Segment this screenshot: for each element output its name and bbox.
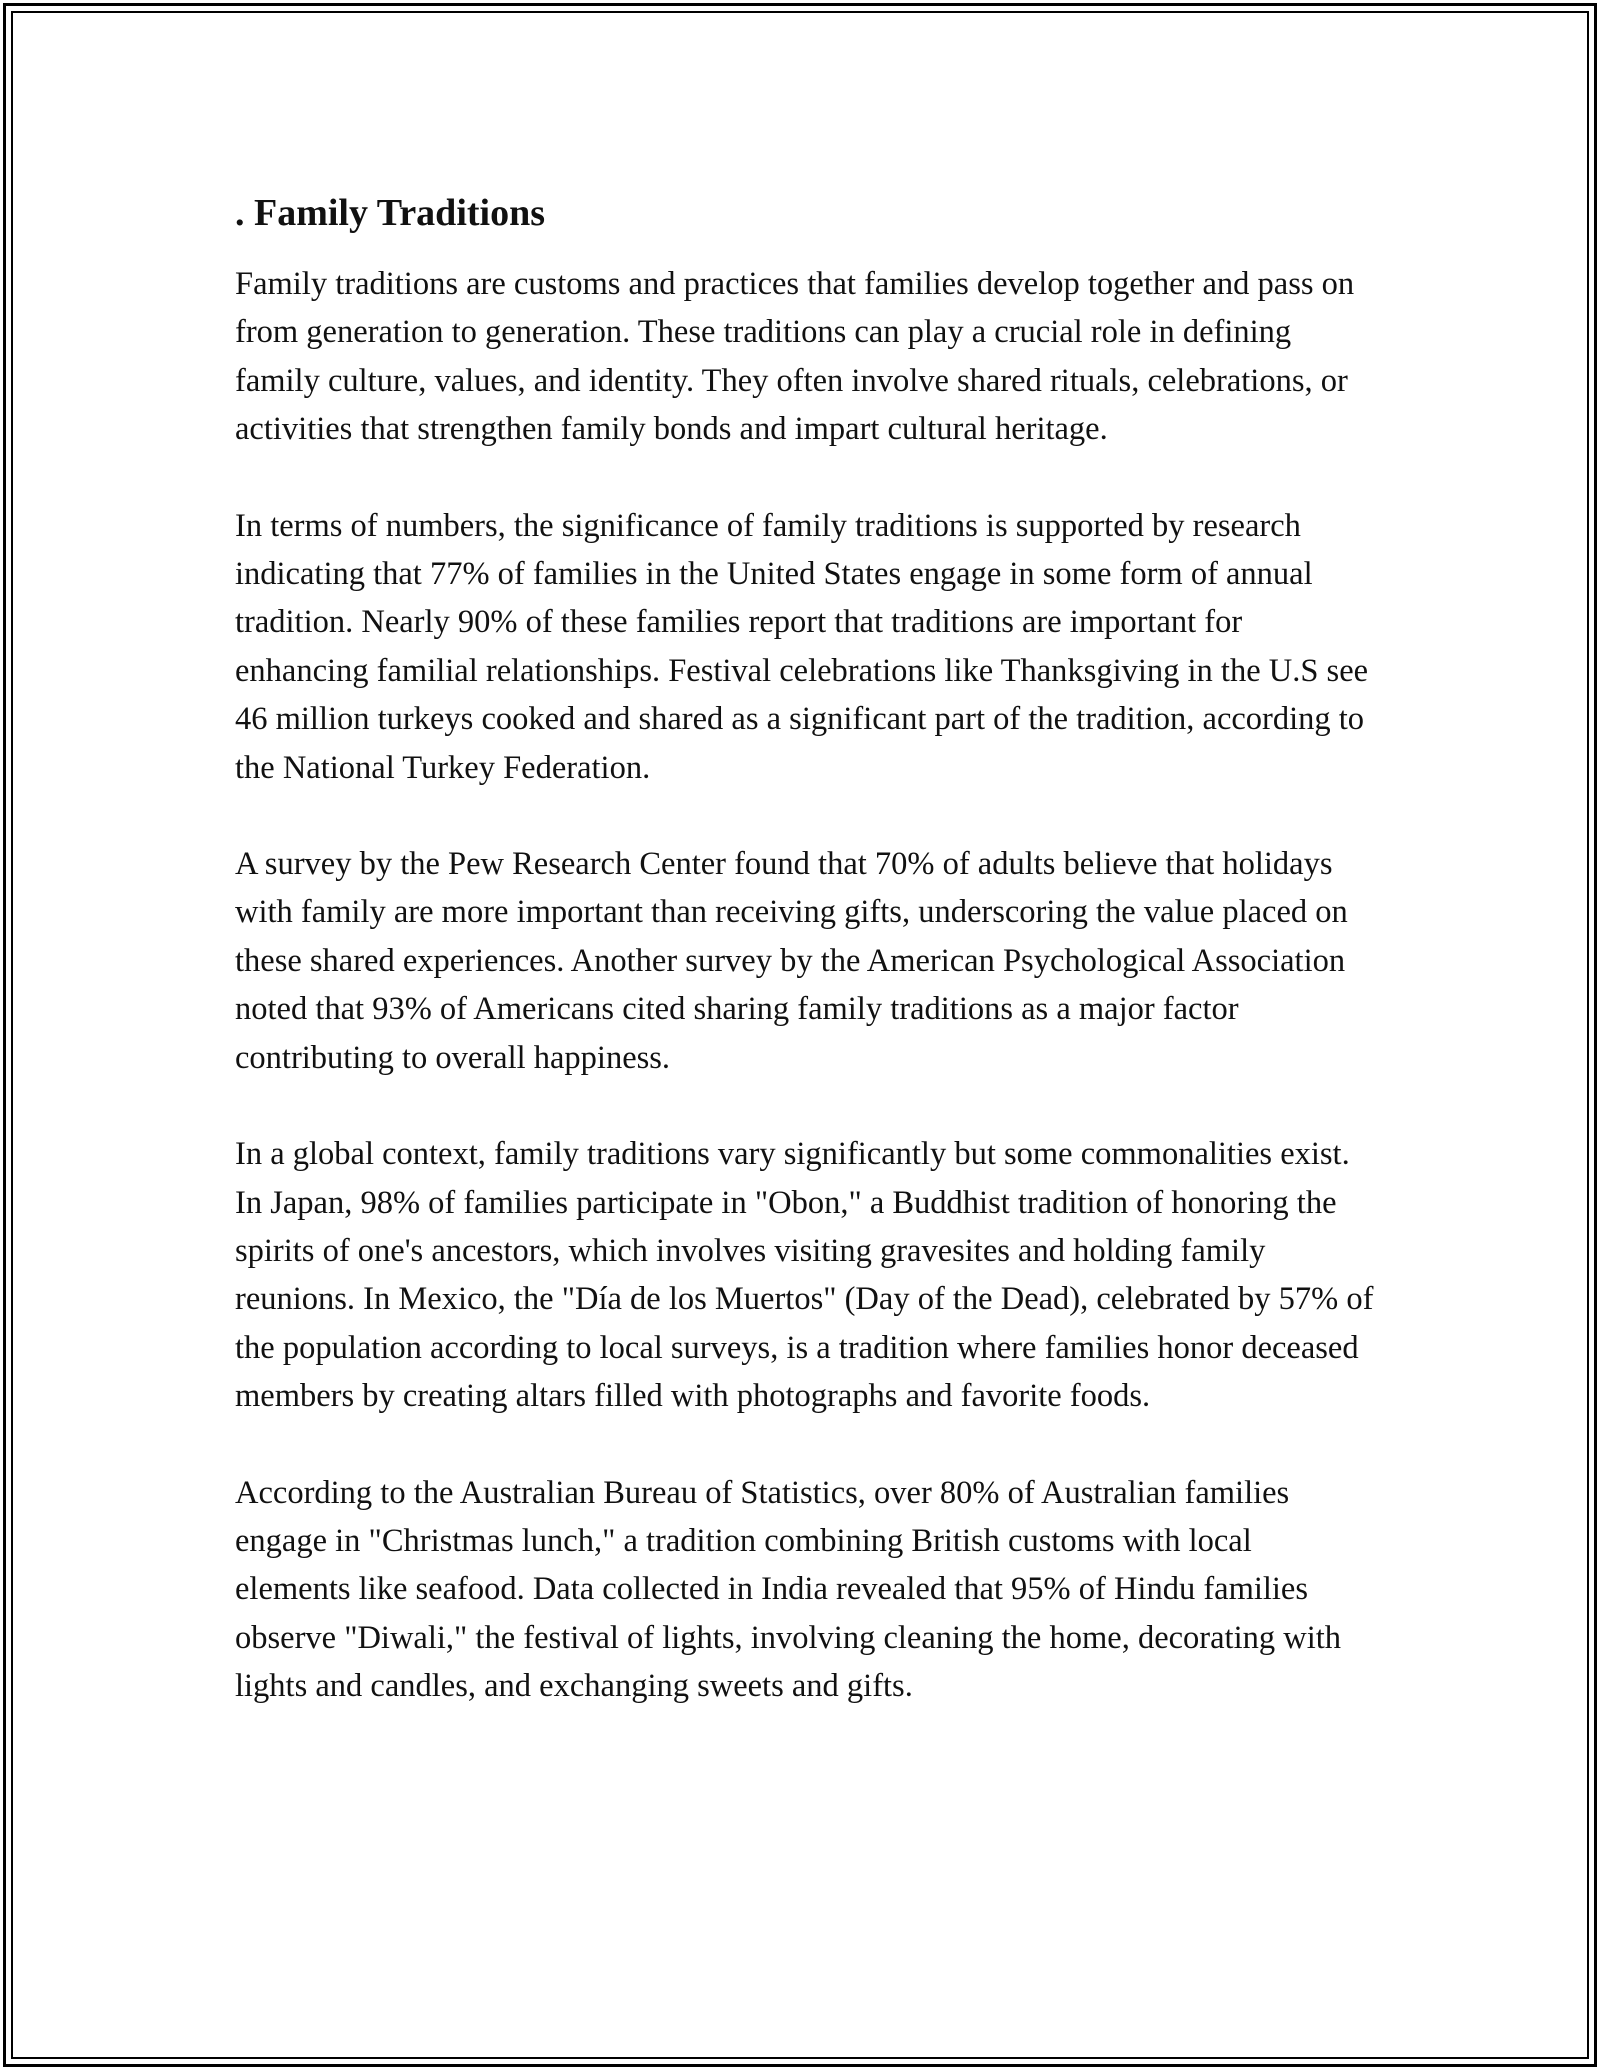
- paragraph-intro: Family traditions are customs and practices that families develop together and pass on from generation to generation. These traditions can play a crucial role in defining family culture, values, and identity. They often involve shared rituals, celebrations, or activities that strengthen family bonds and impart cultural heritage.: [235, 266, 1355, 448]
- document-body: [235, 188, 1375, 1759]
- paragraph-global-context: In a global context, family traditions vary significantly but some commonalities exist. In Japan, 98% of families participate in "Obon," a Buddhist tradition of honoring the spirits of one's ancestors, which involves visiting gravesites and holding family reunions. In Mexico, the "Día de los Muertos" (Day of the Dead), celebrated by 57% of the population according to local surveys, is a tradition where families honor deceased members by creating altars filled with photographs and favorite foods.: [235, 1136, 1374, 1415]
- paragraph-us-statistics: In terms of numbers, the significance of family traditions is supported by research indicating that 77% of families in the United States engage in some form of annual tradition. Nearly 90% of these families report that traditions are important for enhancing familial relationships. Festival celebrations like Thanksgiving in the U.S see 46 million turkeys cooked and shared as a significant part of the tradition, according to the National Turkey Federation.: [235, 507, 1369, 786]
- paragraph-surveys: A survey by the Pew Research Center found that 70% of adults believe that holidays with family are more important than receiving gifts, underscoring the value placed on these shared experiences. Another survey by the American Psychological Association noted that 93% of Americans cited sharing family traditions as a major factor contributing to overall happiness.: [235, 846, 1348, 1076]
- section-heading: . Family Traditions: [235, 192, 546, 234]
- paragraph-australia-india: According to the Australian Bureau of Statistics, over 80% of Australian families engage in "Christmas lunch," a tradition combining British customs with local elements like seafood. Data collected in India revealed that 95% of Hindu families observe "Diwali," the festival of lights, involving cleaning the home, decorating with lights and candles, and exchanging sweets and gifts.: [235, 1474, 1341, 1705]
